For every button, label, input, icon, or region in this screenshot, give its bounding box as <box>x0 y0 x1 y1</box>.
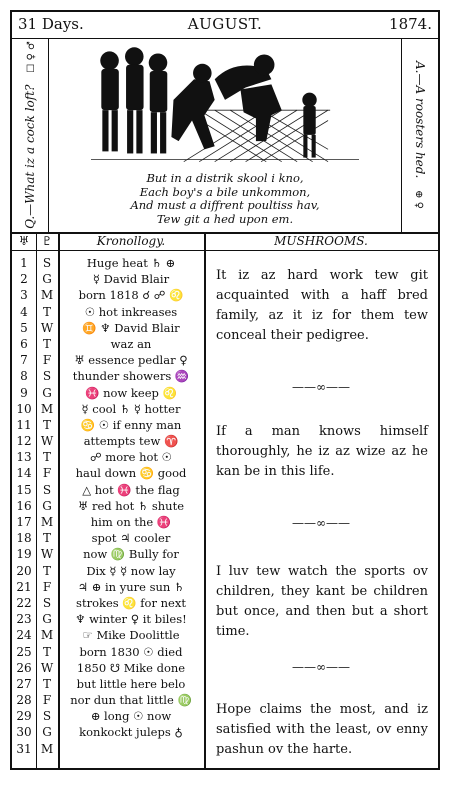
kronology-entry: ☞ Mike Doolittle <box>82 628 180 643</box>
month-title: AUGUST. <box>187 15 263 33</box>
kronology-entry: haul down ♋ good <box>75 466 187 481</box>
weekday-column <box>36 232 60 768</box>
weekday-letter: S <box>42 256 52 270</box>
weekday-letter: G <box>42 385 52 400</box>
question-symbols: ☐ ♀ ♂ <box>26 41 37 73</box>
date-column-header: ♅ <box>12 232 36 251</box>
date-number: 24 <box>16 628 32 643</box>
kronology-column <box>58 232 206 768</box>
weekday-letter: M <box>40 628 54 643</box>
kronology-entry: ♓ now keep ♌ <box>85 385 177 400</box>
weekday-letter: T <box>42 676 51 691</box>
date-number: 14 <box>16 466 32 481</box>
kronology-entry: ♅ red hot ♄ shute <box>78 498 184 513</box>
answer-text: A.—A roosters hed. <box>413 61 427 179</box>
weekday-letter: T <box>42 563 51 578</box>
date-number: 12 <box>16 434 32 449</box>
date-number: 21 <box>16 579 32 594</box>
date-number: 28 <box>16 693 32 708</box>
poem <box>48 172 402 226</box>
days-count: 31 Days. <box>18 15 84 33</box>
date-number: 16 <box>16 498 32 513</box>
weekday-letter: T <box>42 450 51 465</box>
date-number: 2 <box>20 272 28 287</box>
weekday-letter: T <box>42 417 51 432</box>
kronology-entry: thunder showers ♒ <box>72 369 190 384</box>
date-number: 6 <box>20 336 28 351</box>
date-number: 30 <box>16 725 32 740</box>
kronology-entry: △ hot ♓ the flag <box>82 482 180 497</box>
mushroom-paragraph: Hope claims the most, and iz satisfied with the least, ov enny pashun ov the harte. <box>216 702 428 757</box>
weekday-column-header: ♇ <box>36 232 58 251</box>
weekday-letter: M <box>40 515 54 529</box>
weekday-letter: S <box>42 595 52 610</box>
calendar-table <box>12 232 438 768</box>
weekday-letter: G <box>42 725 52 740</box>
date-number: 22 <box>16 595 32 610</box>
weekday-letter: S <box>42 369 52 384</box>
poem-line: But in a distrik skool i kno, <box>146 171 304 185</box>
illustration-drawing <box>48 38 402 172</box>
kronology-entry: ☿ David Blair <box>92 272 170 287</box>
kronology-entry: 1850 ☋ Mike done <box>76 660 186 675</box>
date-number: 18 <box>16 531 32 546</box>
weekday-letter: G <box>42 498 52 513</box>
ornament-divider: ——∞—— <box>292 660 350 674</box>
weekday-letter: M <box>40 288 54 303</box>
kronology-entry: ♋ ☉ if enny man <box>80 417 182 432</box>
date-number: 4 <box>20 304 28 319</box>
kronology-entry: ☉ hot inkreases <box>84 304 178 319</box>
weekday-letter: G <box>42 612 52 627</box>
kronology-entry: strokes ♌ for next <box>76 595 186 610</box>
ornament-divider: ——∞—— <box>292 380 350 394</box>
schoolyard-illustration <box>48 38 402 172</box>
date-number: 11 <box>16 417 32 432</box>
mushroom-paragraph: It iz az hard work tew git acquainted with a haff bred family, az it iz for them tew conceal their pedigree. <box>216 268 428 343</box>
kronology-list <box>58 251 204 741</box>
kronology-entry: but little here belo <box>76 676 186 691</box>
date-number: 26 <box>16 660 32 675</box>
date-number: 25 <box>16 644 32 659</box>
kronology-entry: attempts tew ♈ <box>83 434 179 449</box>
question-column <box>12 38 49 232</box>
date-number: 9 <box>20 385 28 400</box>
weekday-list <box>36 251 58 757</box>
mushroom-paragraph: If a man knows himself thoroughly, he iz az wize az he kan be in this life. <box>216 424 428 479</box>
date-number: 23 <box>16 612 32 627</box>
date-number: 5 <box>20 320 28 335</box>
date-number: 13 <box>16 450 32 465</box>
date-number: 29 <box>16 709 32 724</box>
kronology-entry: ♊ ♆ David Blair <box>82 320 180 335</box>
date-number: 20 <box>16 563 32 578</box>
date-number: 27 <box>16 676 32 691</box>
date-list <box>12 251 36 757</box>
poem-line: Each boy's a bile unkommon, <box>139 184 311 199</box>
weekday-letter: F <box>42 353 52 368</box>
poem-line: Tew git a hed upon em. <box>156 211 294 226</box>
date-number: 10 <box>16 401 32 416</box>
kronology-entry: Dix ☿ ☿ now lay <box>86 563 176 578</box>
kronology-entry: now ♍ Bully for <box>83 547 179 562</box>
poem-line: And must a diffrent poultiss hav, <box>130 198 320 212</box>
weekday-letter: S <box>42 482 52 497</box>
weekday-letter: W <box>40 547 54 562</box>
date-column <box>12 232 37 768</box>
weekday-letter: T <box>42 531 51 546</box>
weekday-letter: T <box>42 336 51 351</box>
mushrooms-header: MUSHROOMS. <box>204 232 438 251</box>
kronology-header: Kronollogy. <box>58 232 204 251</box>
kronology-entry: ♅ essence pedlar ♀ <box>74 353 188 368</box>
weekday-letter: T <box>42 304 51 319</box>
weekday-letter: M <box>40 741 54 756</box>
kronology-entry: nor dun that little ♍ <box>70 693 192 708</box>
weekday-letter: F <box>42 466 52 481</box>
weekday-letter: F <box>42 579 52 594</box>
ornament-divider: ——∞—— <box>292 516 350 530</box>
kronology-entry: him on the ♓ <box>90 515 172 529</box>
kronology-entry: born 1818 ☌ ☍ ♌ <box>78 288 184 303</box>
kronology-entry: Huge heat ♄ ⊕ <box>86 256 176 270</box>
weekday-letter: W <box>40 660 54 675</box>
kronology-entry: ☿ cool ♄ ☿ hotter <box>81 401 181 416</box>
kronology-entry: ♃ ⊕ in yure sun ♄ <box>77 579 185 594</box>
almanac-page <box>10 10 440 770</box>
answer-column <box>401 38 438 232</box>
weekday-letter: F <box>42 693 52 708</box>
date-number: 15 <box>16 482 32 497</box>
weekday-letter: W <box>40 434 54 449</box>
kronology-entry: konkockt juleps ♁ <box>79 725 183 740</box>
kronology-entry: spot ♃ cooler <box>91 531 171 546</box>
page-header <box>12 12 438 39</box>
year: 1874. <box>389 15 432 33</box>
kronology-entry: born 1830 ☉ died <box>79 644 183 659</box>
kronology-entry: ⊕ long ☉ now <box>90 709 172 724</box>
mushroom-paragraph: I luv tew watch the sports ov children, they kant be children but once, and then but a short time. <box>216 564 428 639</box>
answer-symbols: ⊕ ♀ <box>413 190 424 209</box>
kronology-entry: ☍ more hot ☉ <box>89 450 172 465</box>
weekday-letter: W <box>40 320 54 335</box>
kronology-entry: waz an <box>110 336 152 351</box>
kronology-entry: ♆ winter ♀ it biles! <box>75 612 187 627</box>
illustration-banner <box>12 38 438 234</box>
date-number: 17 <box>16 515 32 529</box>
question-text: Q.—What iz a cock loft? <box>23 84 37 229</box>
weekday-letter: G <box>42 272 52 287</box>
date-number: 3 <box>20 288 28 303</box>
weekday-letter: S <box>42 709 52 724</box>
date-number: 31 <box>16 741 32 756</box>
date-number: 7 <box>20 353 28 368</box>
date-number: 8 <box>20 369 28 384</box>
mushrooms-column <box>204 232 438 768</box>
date-number: 1 <box>20 256 28 270</box>
weekday-letter: T <box>42 644 51 659</box>
weekday-letter: M <box>40 401 54 416</box>
date-number: 19 <box>16 547 32 562</box>
